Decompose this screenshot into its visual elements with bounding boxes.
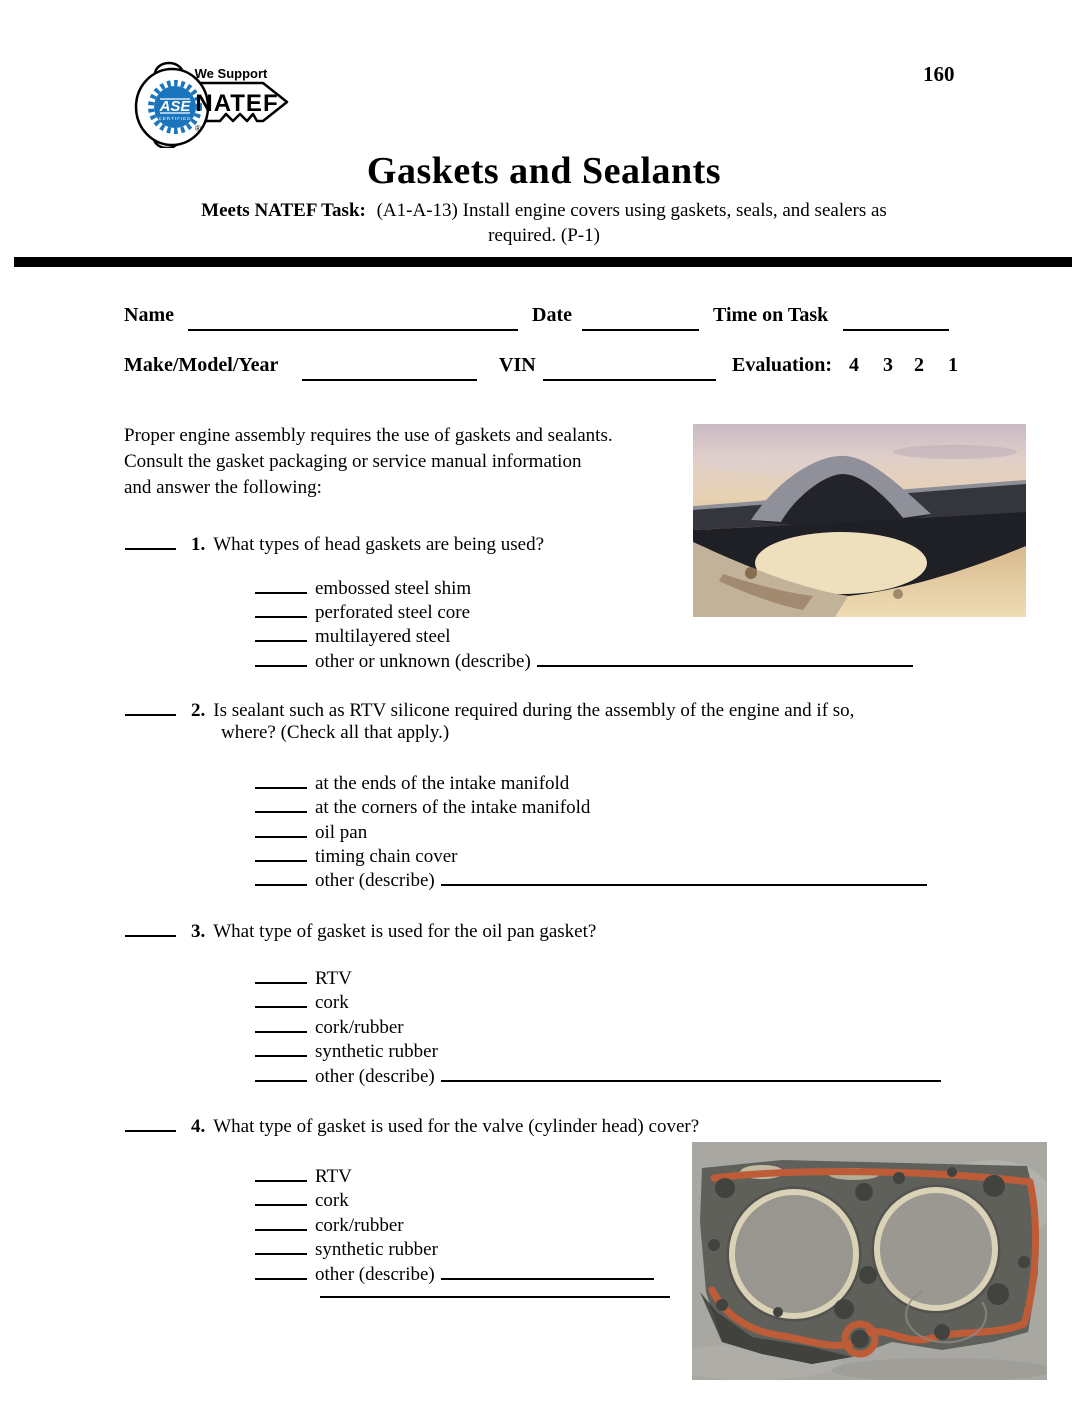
check-blank xyxy=(255,1011,307,1033)
option-label: other (describe) xyxy=(315,1066,435,1087)
question-4 xyxy=(125,1110,699,1138)
registered-mark: ® xyxy=(195,124,201,133)
option-label: other or unknown (describe) xyxy=(315,651,531,672)
question-number: 2. xyxy=(191,700,206,721)
vin-label: VIN xyxy=(499,354,536,376)
date-line xyxy=(582,329,699,331)
answer-blank xyxy=(125,915,176,937)
answer-blank xyxy=(125,1110,176,1132)
question-text: What type of gasket is used for the oil pan gasket? xyxy=(213,921,597,942)
write-line xyxy=(537,645,913,667)
check-blank xyxy=(255,791,307,813)
question-number: 1. xyxy=(191,534,206,555)
worksheet-title: Gaskets and Sealants xyxy=(366,150,722,192)
answer-blank xyxy=(125,528,176,550)
check-blank xyxy=(255,1160,307,1182)
write-line xyxy=(441,1060,941,1082)
question-number: 3. xyxy=(191,921,206,942)
option-label: synthetic rubber xyxy=(315,1041,438,1062)
evaluation-score-4: 4 xyxy=(849,354,859,376)
check-blank xyxy=(255,986,307,1008)
option-label: cork xyxy=(315,1190,349,1211)
check-blank xyxy=(255,1258,307,1280)
photo-used-head-gasket xyxy=(692,1142,1047,1380)
option-label: other (describe) xyxy=(315,870,435,891)
ase-certified-text: CERTIFIED xyxy=(158,116,192,121)
option-label: synthetic rubber xyxy=(315,1239,438,1260)
check-blank xyxy=(255,596,307,618)
answer-blank xyxy=(125,694,176,716)
check-blank xyxy=(255,1233,307,1255)
option-label: perforated steel core xyxy=(315,602,471,623)
check-blank xyxy=(255,767,307,789)
we-support-text: We Support xyxy=(194,66,268,81)
check-blank xyxy=(255,816,307,838)
check-blank xyxy=(255,572,307,594)
natef-text: NATEF xyxy=(195,90,279,117)
option-row xyxy=(255,1035,438,1063)
option-label: other (describe) xyxy=(315,1264,435,1285)
natef-logo xyxy=(123,50,293,148)
question-text-line-2: where? (Check all that apply.) xyxy=(221,722,450,743)
check-blank xyxy=(255,864,307,886)
option-row xyxy=(255,864,927,892)
option-label: RTV xyxy=(315,968,352,989)
make-model-year-label: Make/Model/Year xyxy=(124,354,279,376)
question-text: What type of gasket is used for the valve (cylinder head) cover? xyxy=(213,1116,700,1137)
option-row xyxy=(255,1258,654,1286)
check-blank xyxy=(255,645,307,667)
date-label: Date xyxy=(532,304,572,326)
check-blank xyxy=(255,1035,307,1057)
write-line-continuation xyxy=(320,1296,670,1298)
vin-line xyxy=(543,379,716,381)
make-model-year-line xyxy=(302,379,477,381)
check-blank xyxy=(255,962,307,984)
option-label: RTV xyxy=(315,1166,352,1187)
option-label: embossed steel shim xyxy=(315,578,472,599)
option-label: at the ends of the intake manifold xyxy=(315,773,570,794)
divider-rule xyxy=(14,257,1072,267)
meets-natef-task-label: Meets NATEF Task: xyxy=(201,200,366,221)
intro-line-2: Consult the gasket packaging or service manual information xyxy=(124,451,582,472)
name-line xyxy=(188,329,518,331)
natef-task-text: (A1-A-13) Install engine covers using gaskets, seals, and sealers as xyxy=(376,200,887,221)
evaluation-score-1: 1 xyxy=(948,354,958,376)
natef-task-line xyxy=(0,200,1088,222)
check-blank xyxy=(255,1060,307,1082)
option-row xyxy=(255,645,913,673)
option-row xyxy=(255,1060,941,1088)
question-text: Is sealant such as RTV silicone required during the assembly of the engine and if so, xyxy=(213,700,855,721)
question-1 xyxy=(125,528,544,556)
intro-line-1: Proper engine assembly requires the use of gaskets and sealants. xyxy=(124,425,613,446)
option-row xyxy=(255,1233,438,1261)
question-2 xyxy=(125,694,854,722)
option-label: at the corners of the intake manifold xyxy=(315,797,591,818)
page-number: 160 xyxy=(923,62,955,86)
option-label: multilayered steel xyxy=(315,626,451,647)
intro-paragraph xyxy=(124,423,613,501)
time-on-task-line xyxy=(843,329,949,331)
question-text: What types of head gaskets are being used? xyxy=(213,534,545,555)
evaluation-score-2: 2 xyxy=(914,354,924,376)
option-label: oil pan xyxy=(315,822,368,843)
write-line xyxy=(441,1258,654,1280)
option-label: cork xyxy=(315,992,349,1013)
photo-embossed-steel-gasket-closeup xyxy=(693,424,1026,617)
check-blank xyxy=(255,840,307,862)
option-label: cork/rubber xyxy=(315,1017,404,1038)
question-3 xyxy=(125,915,596,943)
name-label: Name xyxy=(124,304,174,326)
evaluation-label: Evaluation: xyxy=(732,354,833,376)
check-blank xyxy=(255,1209,307,1231)
intro-line-3: and answer the following: xyxy=(124,477,322,498)
check-blank xyxy=(255,620,307,642)
option-row xyxy=(255,791,590,819)
time-on-task-label: Time on Task xyxy=(713,304,829,326)
write-line xyxy=(441,864,927,886)
evaluation-score-3: 3 xyxy=(883,354,893,376)
natef-task-line-2: required. (P-1) xyxy=(488,225,600,246)
option-row xyxy=(255,620,451,648)
option-label: timing chain cover xyxy=(315,846,458,867)
check-blank xyxy=(255,1184,307,1206)
option-row xyxy=(255,986,349,1014)
option-row xyxy=(255,1184,349,1212)
question-number: 4. xyxy=(191,1116,206,1137)
ase-text: ASE xyxy=(159,98,191,115)
option-label: cork/rubber xyxy=(315,1215,404,1236)
